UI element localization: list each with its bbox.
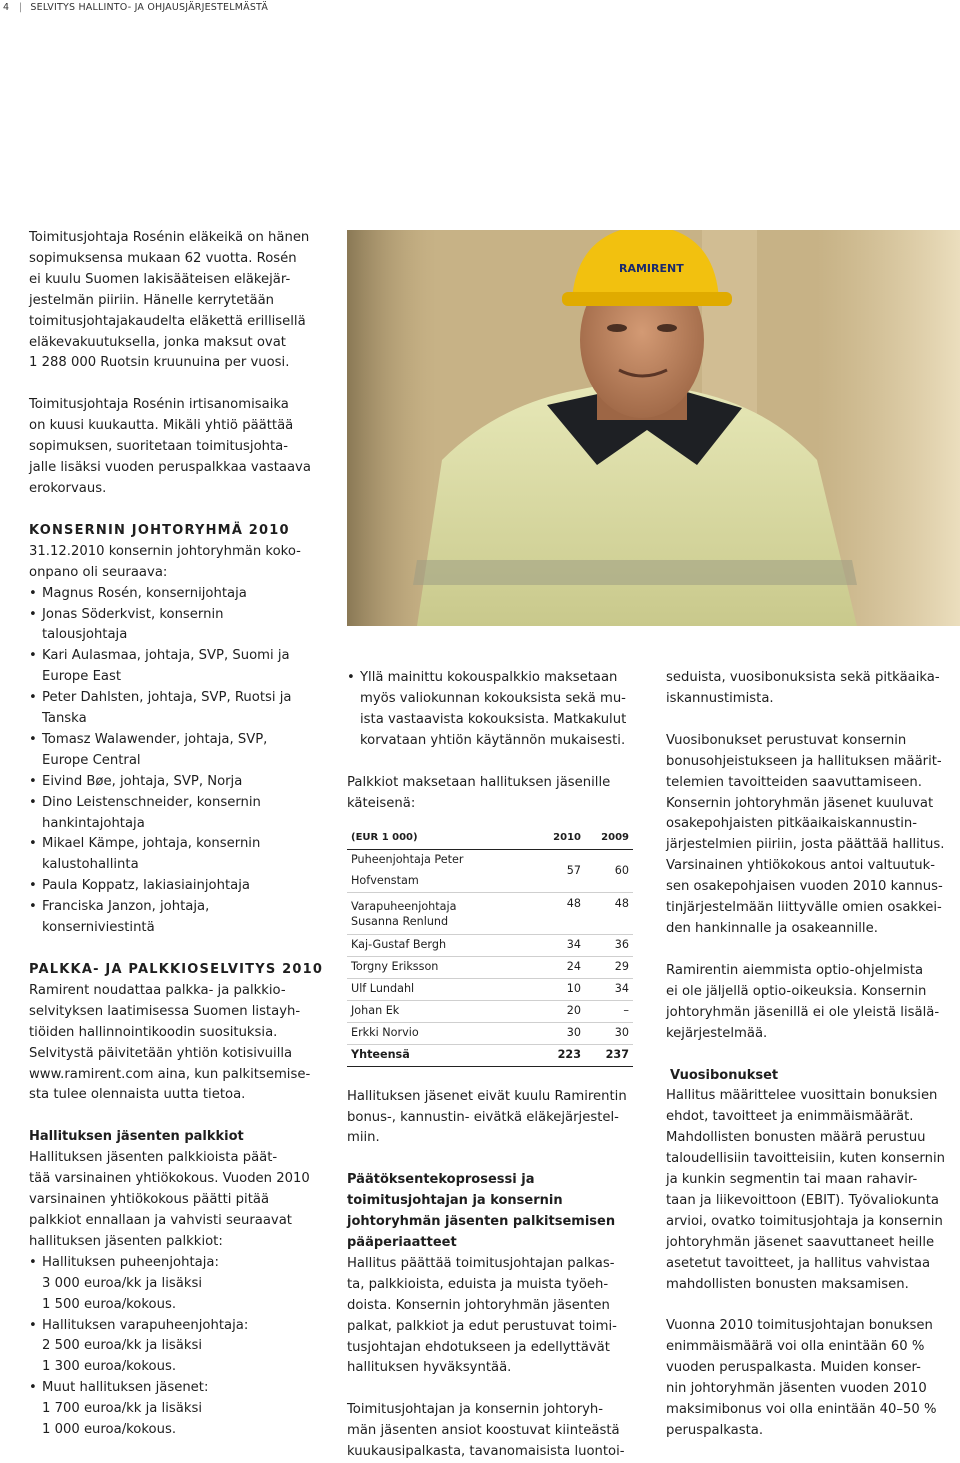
text-line: nin johtoryhmän jäsenten vuoden 2010: [666, 1381, 927, 1397]
text-line: järjestelmien piiriin, josta päättää hallitus.: [666, 837, 945, 853]
benefits-paragraph: [666, 668, 958, 710]
text-line: hallituksen jäsenten palkkiot:: [29, 1233, 223, 1249]
table-cell: 34: [537, 935, 585, 957]
table-row: [347, 1000, 633, 1022]
text-line: Toimitusjohtajan ja konsernin johtoryh-: [347, 1402, 604, 1418]
text-line: eläkevakuutuksella, jonka maksut ovat: [29, 334, 286, 350]
text-line: taan ja liikevoittoon (EBIT). Työvaliokunta: [666, 1192, 940, 1208]
list-item: • Tomasz Walawender, johtaja, SVP, Europe Central: [29, 730, 329, 772]
text-line: Palkkiot maksetaan hallituksen jäsenille: [347, 774, 611, 790]
list-item: • Magnus Rosén, konsernijohtaja: [29, 584, 329, 605]
list-item: • Kari Aulasmaa, johtaja, SVP, Suomi ja Europe East: [29, 646, 329, 688]
text-line: män jäsenten ansiot koostuvat kiinteästä: [347, 1423, 620, 1439]
text-line: jalle lisäksi vuoden peruspalkkaa vastaava: [29, 460, 311, 476]
table-cell: 34: [585, 978, 633, 1000]
text-line: Hallitus päättää toimitusjohtajan palkas-: [347, 1255, 615, 1271]
text-line: ei ole jäljellä optio-oikeuksia. Konsernin: [666, 983, 927, 999]
text-line: varsinainen yhtiökokous päätti pitää: [29, 1192, 270, 1208]
text-line: miin.: [347, 1130, 380, 1146]
text-line: peruspalkasta.: [666, 1423, 764, 1438]
table-cell: Erkki Norvio: [347, 1022, 537, 1044]
table-row: [347, 1022, 633, 1044]
list-item: • Jonas Söderkvist, konsernin talousjohtaja: [29, 605, 329, 647]
table-cell: 60: [585, 850, 633, 893]
table-cell: –: [585, 1000, 633, 1022]
list-item: • Eivind Bøe, johtaja, SVP, Norja: [29, 772, 329, 793]
text-line: kuukausipalkasta, tavanomaisista luontoi-: [347, 1444, 625, 1460]
list-item: • Paula Koppatz, lakiasiainjohtaja: [29, 876, 329, 897]
text-line: ei kuulu Suomen lakisääteisen eläkejär-: [29, 271, 291, 287]
table-cell: 48: [537, 893, 585, 935]
group-intro: [29, 542, 329, 584]
list-item: • Hallituksen varapuheenjohtaja: 2 500 euroa/kk ja lisäksi 1 300 euroa/kokous.: [29, 1316, 329, 1379]
text-line: Konsernin johtoryhmän jäsenet kuuluvat: [666, 795, 934, 811]
board-paragraph: [29, 1148, 329, 1253]
text-line: tinjärjestelmään liittyvälle omien osakkei-: [666, 900, 942, 916]
right-column: [666, 668, 958, 1442]
table-cell: Torgny Eriksson: [347, 957, 537, 979]
text-line: bonusohjeistukseen ja hallituksen määrit-: [666, 753, 942, 769]
bonus-basis-paragraph: [666, 731, 958, 940]
text-line: tää varsinainen yhtiökokous. Vuoden 2010: [29, 1171, 310, 1187]
text-line: on kuusi kuukautta. Mikäli yhtiö päättää: [29, 418, 294, 434]
text-line: kejärjestelmää.: [666, 1025, 768, 1041]
table-header-cell: 2010: [537, 828, 585, 849]
table-row: [347, 978, 633, 1000]
table-cell: 36: [585, 935, 633, 957]
text-line: Ramirentin aiemmista optio-ohjelmista: [666, 962, 924, 978]
table-cell: Kaj-Gustaf Bergh: [347, 935, 537, 957]
table-cell: 223: [537, 1044, 585, 1066]
table-row: [347, 935, 633, 957]
text-line: Ramirent noudattaa palkka- ja palkkio-: [29, 982, 286, 998]
table-cell: Johan Ek: [347, 1000, 537, 1022]
list-item: • Muut hallituksen jäsenet: 1 700 euroa/kk ja lisäksi 1 000 euroa/kokous.: [29, 1378, 329, 1441]
text-line: erokorvaus.: [29, 480, 107, 496]
table-cell: 30: [585, 1022, 633, 1044]
table-row: [347, 893, 633, 935]
text-line: Toimitusjohtaja Rosénin eläkeikä on hänen: [29, 230, 310, 245]
header-title: SELVITYS HALLINTO- JA OHJAUSJÄRJESTELMÄSTÄ: [30, 1, 269, 13]
text-line: Mahdollisten bonusten määrä perustuu: [666, 1130, 926, 1146]
pay-paragraph: [29, 981, 329, 1106]
text-line: telemien tavoitteiden saavuttamiseen.: [666, 774, 922, 790]
table-cell: 29: [585, 957, 633, 979]
text-line: ja kunkin segmentin tai maan rahavir-: [666, 1172, 918, 1188]
text-line: den hankinnalle ja osakeannille.: [666, 920, 878, 936]
group-heading: KONSERNIN JOHTORYHMÄ 2010: [29, 522, 290, 538]
text-line: käteisenä:: [347, 795, 416, 811]
text-line: sen osakepohjaisen vuoden 2010 kannus-: [666, 879, 943, 895]
text-line: Hallituksen jäsenten palkkioista päät-: [29, 1150, 278, 1166]
text-line: 31.12.2010 konsernin johtoryhmän koko-: [29, 543, 301, 559]
text-line: palkat, palkkiot ja edut perustuvat toimi-: [347, 1318, 617, 1334]
list-item: • Peter Dahlsten, johtaja, SVP, Ruotsi ja Tanska: [29, 688, 329, 730]
text-line: tiöiden hallinnointikoodin suosituksia.: [29, 1024, 278, 1040]
page-header: [0, 0, 268, 14]
text-line: johtoryhmän jäsenillä ei ole yleistä lisälä-: [666, 1004, 940, 1020]
text-line: Toimitusjohtaja Rosénin irtisanomisaika: [29, 397, 289, 413]
worker-photo: [347, 230, 960, 626]
decision-paragraph: [347, 1254, 647, 1379]
income-paragraph: [347, 1400, 647, 1463]
text-line: palkkiot ennallaan ja vahvisti seuraavat: [29, 1212, 292, 1228]
left-column: [29, 228, 329, 1441]
text-line: ta, palkkioista, eduista ja muista työeh-: [347, 1276, 609, 1292]
text-line: Hallitus määrittelee vuosittain bonuksien: [666, 1088, 938, 1104]
board-fees-table: [347, 828, 633, 1066]
text-line: mahdollisten bonusten maksamisen.: [666, 1276, 909, 1292]
table-cell: Ulf Lundahl: [347, 978, 537, 1000]
pension-paragraph: [29, 228, 329, 374]
bonus-max-paragraph: [666, 1316, 958, 1441]
page-number: 4: [3, 1, 10, 13]
text-line: Selvitystä päivitetään yhtiön kotisivuilla: [29, 1045, 293, 1061]
text-line: doista. Konsernin johtoryhmän jäsenten: [347, 1297, 610, 1313]
table-cell: 57: [537, 850, 585, 893]
decision-heading: Päätöksentekoprosessi ja toimitusjohtajan ja konsernin johtoryhmän jäsenten palkitsemisen pääperiaatteet: [347, 1172, 616, 1251]
option-paragraph: [666, 961, 958, 1045]
bonus-paragraph: [666, 1086, 958, 1295]
board-heading: Hallituksen jäsenten palkkiot: [29, 1129, 244, 1145]
helmet-logo: RAMIRENT: [619, 262, 684, 275]
text-line: osakepohjaisten pitkäaikaiskannustin-: [666, 816, 918, 832]
text-line: toimitusjohtajakaudelta eläkettä erillisellä: [29, 313, 306, 329]
text-line: ehdot, tavoitteet ja enimmäismäärät.: [666, 1109, 914, 1125]
bonus-heading: Vuosibonukset: [670, 1067, 779, 1083]
table-cell: 10: [537, 978, 585, 1000]
text-line: Vuonna 2010 toimitusjohtajan bonuksen: [666, 1318, 933, 1334]
meeting-fee-list: [347, 668, 647, 752]
list-item: • Mikael Kämpe, johtaja, konsernin kalustohallinta: [29, 834, 329, 876]
table-cell: Yhteensä: [347, 1044, 537, 1066]
table-row: [347, 957, 633, 979]
cash-intro: [347, 773, 647, 815]
group-members-list: [29, 584, 329, 939]
table-header-cell: (EUR 1 000): [347, 828, 537, 849]
table-cell: 30: [537, 1022, 585, 1044]
table-cell: Varapuheenjohtaja Susanna Renlund: [347, 893, 537, 935]
text-line: seduista, vuosibonuksista sekä pitkäaika-: [666, 670, 940, 685]
no-pension-paragraph: [347, 1087, 647, 1150]
text-line: iskannustimista.: [666, 690, 774, 706]
table-total-row: [347, 1044, 633, 1066]
table-cell: Puheenjohtaja Peter Hofvenstam: [347, 850, 537, 893]
table-row: [347, 850, 633, 893]
text-line: Hallituksen jäsenet eivät kuulu Ramirentin: [347, 1088, 627, 1104]
list-item: • Hallituksen puheenjohtaja: 3 000 euroa/kk ja lisäksi 1 500 euroa/kokous.: [29, 1253, 329, 1316]
text-line: onpano oli seuraava:: [29, 564, 168, 580]
text-line: sta tulee olennaista uutta tietoa.: [29, 1087, 246, 1103]
table-header-cell: 2009: [585, 828, 633, 849]
table-cell: 20: [537, 1000, 585, 1022]
text-line: vuoden peruspalkasta. Muiden konser-: [666, 1360, 921, 1376]
text-line: jestelmän piiriin. Hänelle kerrytetään: [29, 292, 275, 308]
text-line: asetetut tavoitteet, ja hallitus vahvistaa: [666, 1255, 931, 1271]
text-line: hallituksen hyväksyntää.: [347, 1360, 512, 1376]
header-separator: |: [19, 1, 23, 13]
notice-paragraph: [29, 395, 329, 500]
text-line: tusjohtajan ehdotukseen ja edellyttävät: [347, 1339, 610, 1355]
list-item: • Dino Leistenschneider, konsernin hankintajohtaja: [29, 793, 329, 835]
text-line: taloudellisiin tavoitteisiin, kuten konsernin: [666, 1151, 945, 1167]
text-line: 1 288 000 Ruotsin kruunuina per vuosi.: [29, 355, 290, 371]
text-line: sopimuksen, suoritetaan toimitusjohta-: [29, 439, 289, 455]
text-line: sopimuksensa mukaan 62 vuotta. Rosén: [29, 250, 297, 266]
board-fees-list: [29, 1253, 329, 1441]
text-line: www.ramirent.com aina, kun palkitsemise-: [29, 1066, 311, 1082]
text-line: arvioi, ovatko toimitusjohtaja ja konsernin: [666, 1213, 943, 1229]
table-cell: 24: [537, 957, 585, 979]
text-line: Vuosibonukset perustuvat konsernin: [666, 732, 907, 748]
text-line: maksimibonus voi olla enintään 40–50 %: [666, 1402, 937, 1418]
text-line: selvityksen laatimisessa Suomen listayh-: [29, 1003, 301, 1019]
worker-photo-illustration: [347, 230, 960, 626]
table-header-row: [347, 828, 633, 849]
middle-column: [347, 668, 647, 1463]
pay-heading: PALKKA- JA PALKKIOSELVITYS 2010: [29, 962, 324, 977]
list-item: • Franciska Janzon, johtaja, konserniviestintä: [29, 897, 329, 939]
text-line: bonus-, kannustin- eivätkä eläkejärjestel-: [347, 1109, 619, 1125]
text-line: johtoryhmän jäsenet saavuttaneet heille: [666, 1234, 935, 1250]
table-cell: 237: [585, 1044, 633, 1066]
table-cell: 48: [585, 893, 633, 935]
list-item: • Yllä mainittu kokouspalkkio maksetaan myös valiokunnan kokouksista sekä mu- ista vastaavista kokouksista. Matkakulut korvataan yhtiön käytännön mukaisesti.: [347, 668, 647, 752]
text-line: Varsinainen yhtiökokous antoi valtuutuk-: [666, 858, 936, 874]
text-line: enimmäismäärä voi olla enintään 60 %: [666, 1339, 925, 1355]
